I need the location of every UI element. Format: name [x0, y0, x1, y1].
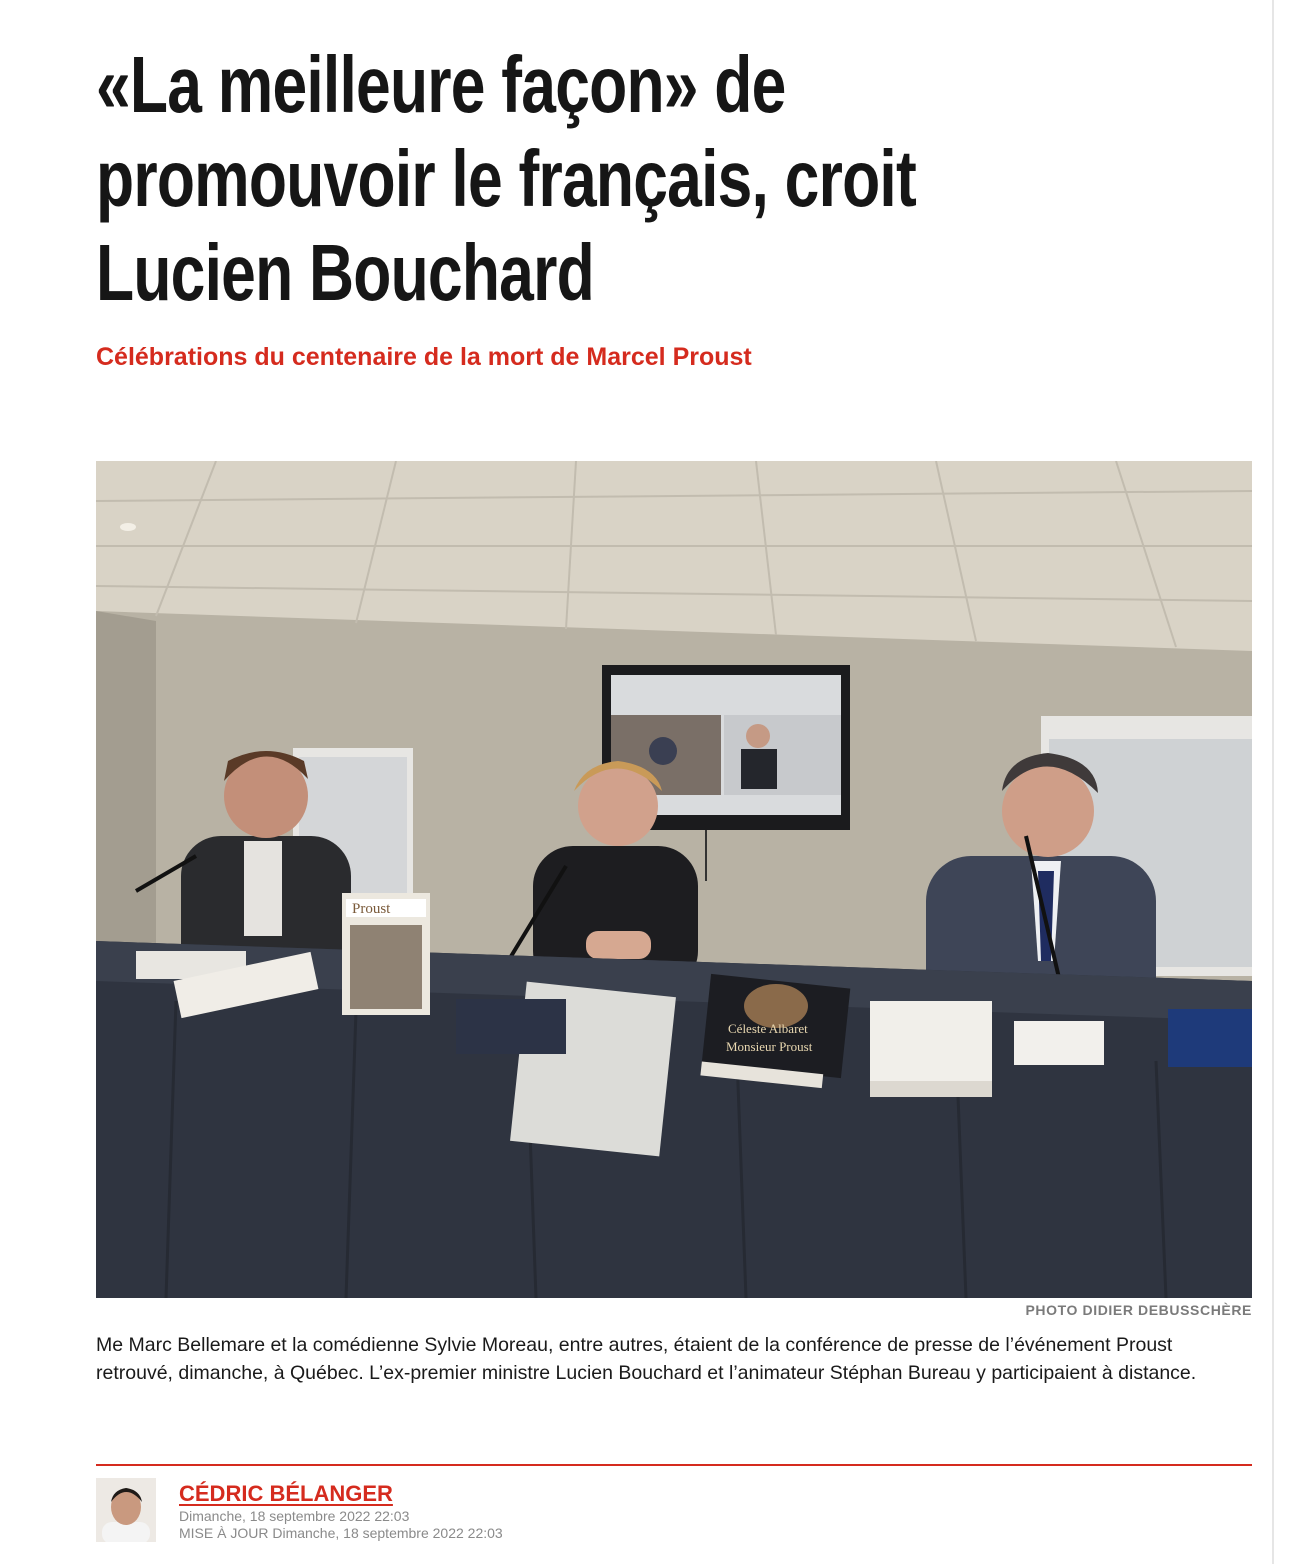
press-conference-illustration: [96, 461, 1252, 1298]
published-date: Dimanche, 18 septembre 2022 22:03: [179, 1508, 410, 1524]
byline: [96, 1478, 1252, 1548]
subtitle: Célébrations du centenaire de la mort de Marcel Proust: [96, 343, 752, 371]
book-title-monsieur-proust: Monsieur Proust: [726, 1039, 813, 1054]
page-edge-rule: [1272, 0, 1274, 1564]
headline-line-1: «La meilleure façon» de: [96, 40, 786, 129]
photo-credit: PHOTO DIDIER DEBUSSCHÈRE: [1025, 1302, 1252, 1318]
publication-dates: [179, 1508, 503, 1542]
book-title-celeste: Céleste Albaret: [728, 1021, 808, 1036]
author-link[interactable]: CÉDRIC BÉLANGER: [179, 1481, 393, 1506]
photo-caption: Me Marc Bellemare et la comédienne Sylvie Moreau, entre autres, étaient de la conférence de presse de l’événement Proust retrouvé, dimanche, à Québec. L’ex-premier ministre Lucien Bouchard et l’animateur Stéphan Bureau y participaient à distance.: [96, 1334, 1197, 1384]
headline-line-2: promouvoir le français, croit: [96, 134, 916, 223]
updated-date: MISE À JOUR Dimanche, 18 septembre 2022 22:03: [179, 1525, 503, 1541]
byline-divider: [96, 1464, 1252, 1466]
book-title-proust: Proust: [352, 901, 391, 917]
author-portrait: [96, 1478, 156, 1542]
headline: [96, 38, 954, 320]
article-photo[interactable]: [96, 461, 1252, 1298]
headline-line-3: Lucien Bouchard: [96, 228, 594, 317]
author-avatar[interactable]: [96, 1478, 156, 1542]
